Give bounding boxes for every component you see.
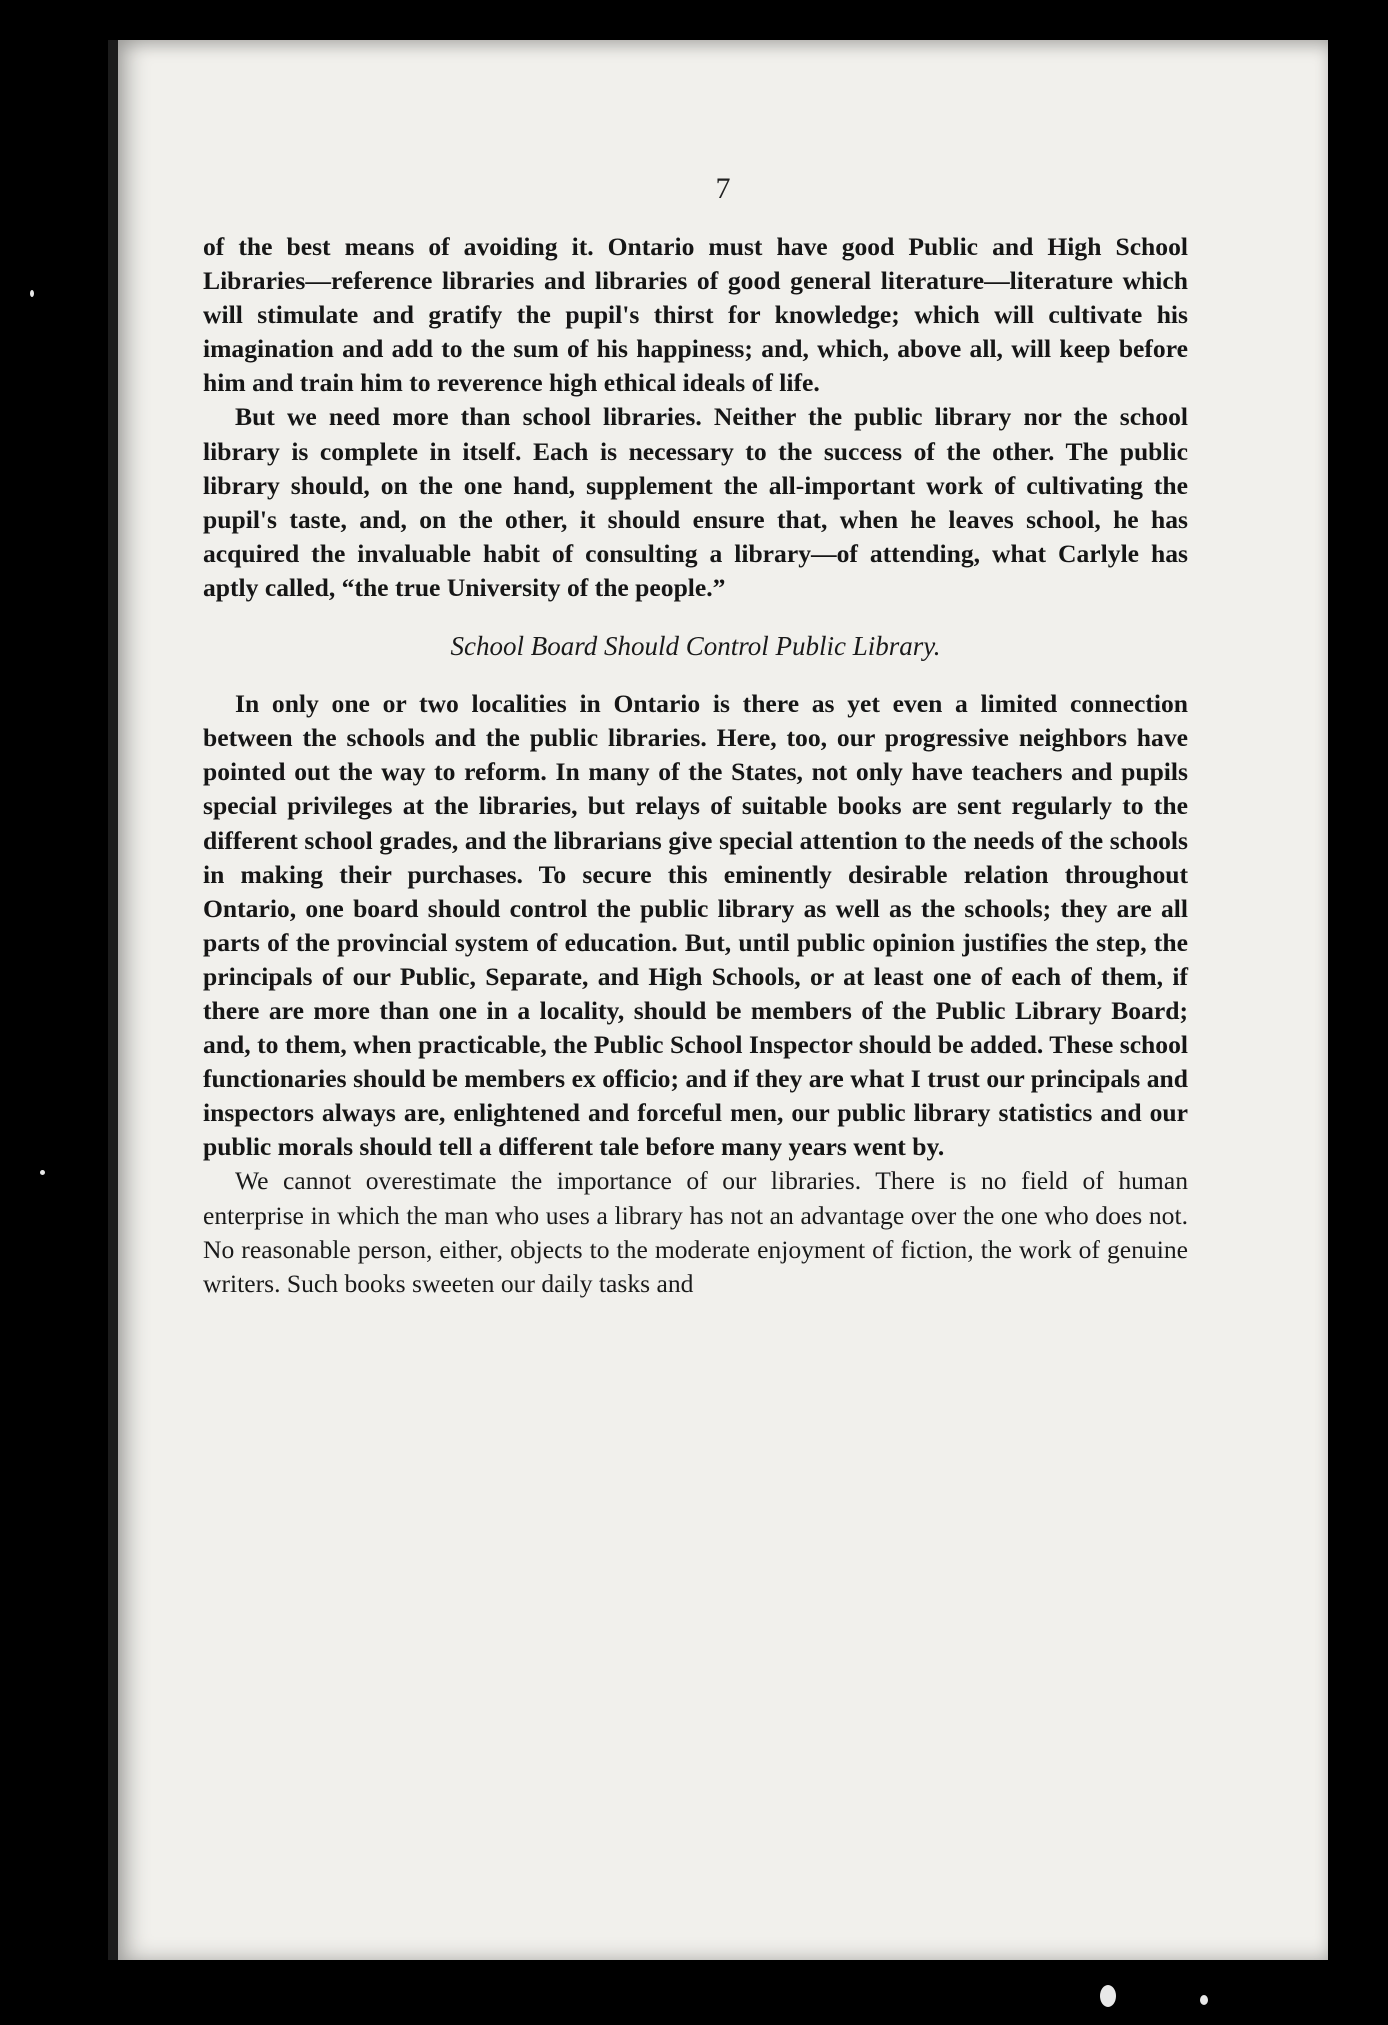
paragraph: of the best means of avoiding it. Ontario must have good Public and High School Libraries—reference libraries and libraries of good general literature—literature which will stimulate and gratify the pupil's thirst for knowledge; which will cultivate his imagination and add to the sum of his happiness; and, which, above all, will keep before him and train him to reverence high ethical ideals of life.	[203, 232, 1188, 398]
page-number: 7	[715, 172, 731, 205]
book-page	[108, 40, 1328, 1960]
section-heading: School Board Should Control Public Library.	[450, 631, 941, 662]
scan-speck	[40, 1170, 45, 1175]
scan-speck	[1200, 1995, 1208, 2005]
book-gutter	[0, 0, 105, 2025]
paragraph: In only one or two localities in Ontario is there as yet even a limited connection between the schools and the public libraries. Here, too, our progressive neighbors have pointed out the way to reform. In many of the States, not only have teachers and pupils special privileges at the libraries, but relays of suitable books are sent regularly to the different school grades, and the librarians give special attention to the needs of the schools in making their purchases. To secure this eminently desirable relation throughout Ontario, one board should control the public library as well as the schools; they are all parts of the provincial system of education. But, until public opinion justifies the step, the principals of our Public, Separate, and High Schools, or at least one of each of them, if there are more than one in a locality, should be members of the Public Library Board; and, to them, when practicable, the Public School Inspector should be added. These school functionaries should be members ex officio; and if they are what I trust our principals and inspectors always are, enlightened and forceful men, our public library statistics and our public morals should tell a different tale before many years went by.	[203, 689, 1188, 1162]
page-body	[203, 230, 1188, 1301]
paragraph: But we need more than school libraries. Neither the public library nor the school library is complete in itself. Each is necessary to the success of the other. The public library should, on the one hand, supplement the all-important work of cultivating the pupil's taste, and, on the other, it should ensure that, when he leaves school, he has acquired the invaluable habit of consulting a library—of attending, what Carlyle has aptly called, “the true University of the people.”	[203, 402, 1188, 602]
scan-speck	[30, 290, 34, 297]
paragraph: We cannot overestimate the importance of our libraries. There is no field of human enterprise in which the man who uses a library has not an advantage over the one who does not. No reasonable person, either, objects to the moderate enjoyment of fiction, the work of genuine writers. Such books sweeten our daily tasks and	[203, 1166, 1188, 1298]
scan-speck	[1100, 1985, 1116, 2007]
